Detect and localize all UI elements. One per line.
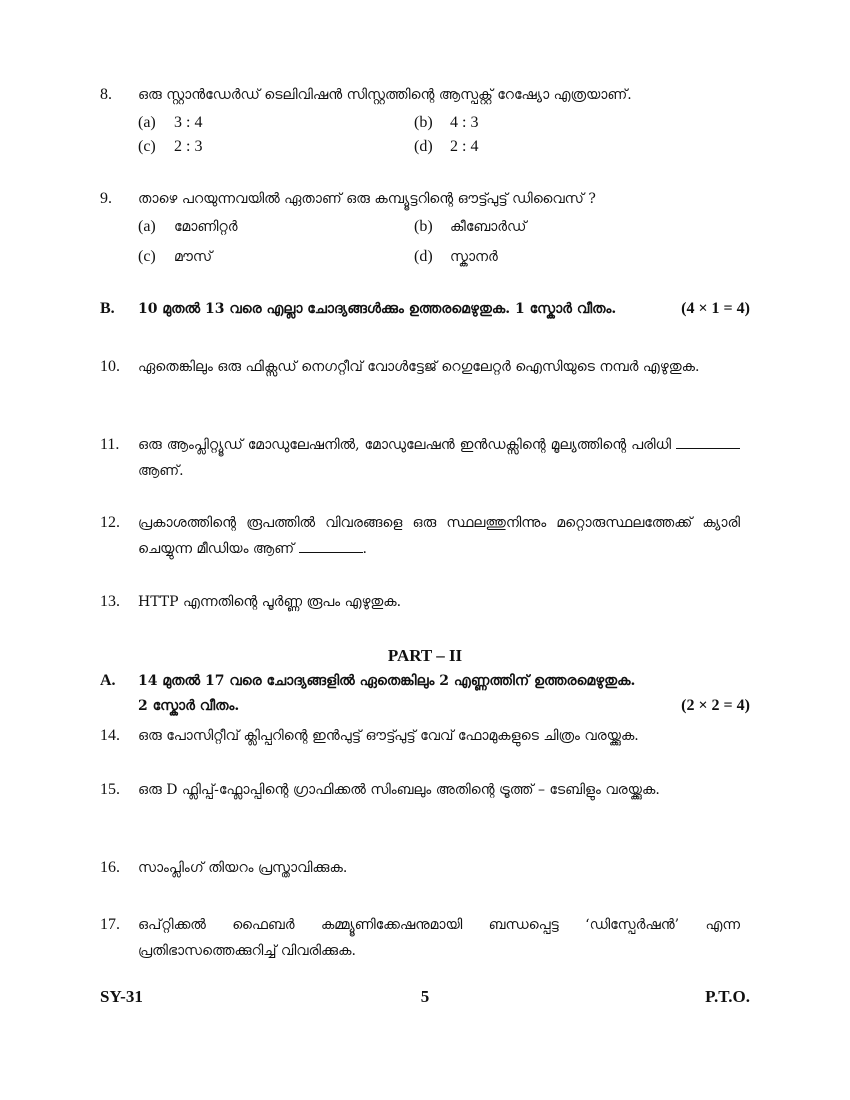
question-text: സാംപ്ലിംഗ് തിയറം പ്രസ്താവിക്കുക. (138, 860, 348, 876)
section-marks: (2 × 2 = 4) (681, 697, 750, 714)
answer-blank (299, 538, 363, 553)
option-b: (b) കീബോർഡ് (414, 218, 527, 235)
question-number: 12. (100, 514, 120, 531)
question-13 (100, 589, 740, 615)
question-number: 17. (100, 916, 120, 933)
option-a: (a) മോണിറ്റർ (138, 218, 238, 235)
option-d: (d) 2 : 4 (414, 138, 479, 155)
question-number: 8. (100, 86, 112, 103)
section-letter: A. (100, 672, 116, 689)
question-text: ഒരു സ്റ്റാൻഡേർഡ് ടെലിവിഷൻ സിസ്റ്റത്തിന്റെ ആസ്പക്റ്റ് റേഷ്യോ എത്രയാണ്. (138, 87, 632, 103)
section-letter: B. (100, 300, 115, 317)
section-instruction: 14 മുതൽ 17 വരെ ചോദ്യങ്ങളിൽ ഏതെങ്കിലും 2 എണ്ണത്തിന് ഉത്തരമെഴുതുക. (138, 673, 636, 689)
question-text: ഏതെങ്കിലും ഒരു ഫിക്സഡ് നെഗറ്റീവ് വോൾട്ടേജ് റെഗുലേറ്റർ ഐസിയുടെ നമ്പർ എഴുതുക. (138, 359, 700, 375)
option-c: (c) മൗസ് (138, 248, 213, 265)
pto-label: P.T.O. (705, 987, 750, 1006)
option-d: (d) സ്കാനർ (414, 248, 498, 265)
question-10 (100, 354, 740, 380)
question-17 (100, 912, 740, 964)
question-text: HTTP എന്നതിന്റെ പൂർണ്ണ രൂപം എഴുതുക. (138, 594, 402, 610)
question-14 (100, 723, 740, 749)
question-text: പ്രകാശത്തിന്റെ രൂപത്തിൽ വിവരങ്ങളെ ഒരു സ്ഥലത്തുനിന്നും മറ്റൊരുസ്ഥലത്തേക്ക് ക്യാരി ചെയ്യുന്ന മീഡിയം ആണ് . (138, 515, 740, 557)
question-11 (100, 432, 740, 484)
question-number: 10. (100, 358, 120, 375)
option-c: (c) 2 : 3 (138, 138, 203, 155)
question-text: ഒരു പോസിറ്റീവ് ക്ലിപ്പറിന്റെ ഇൻപുട്ട് ഔട്ട്പുട്ട് വേവ് ഫോമുകളുടെ ചിത്രം വരയ്ക്കുക. (138, 728, 639, 744)
question-number: 13. (100, 593, 120, 610)
section-instruction-line2: 2 സ്കോർ വീതം. (138, 698, 240, 714)
option-a: (a) 3 : 4 (138, 114, 203, 131)
question-8 (100, 82, 740, 108)
question-number: 11. (100, 436, 120, 453)
question-text: ഒരു D ഫ്ലിപ്പ്-ഫ്ലോപ്പിന്റെ ഗ്രാഫിക്കൽ സിംബലും അതിന്റെ ട്രൂത്ത് – ടേബിളും വരയ്ക്കുക. (138, 782, 660, 798)
question-9 (100, 186, 740, 212)
page-number: 5 (420, 987, 430, 1006)
part-title: PART – II (387, 646, 463, 665)
question-number: 16. (100, 859, 120, 876)
question-number: 9. (100, 190, 112, 207)
question-text: ഒപ്റ്റിക്കൽ ഫൈബർ കമ്മ്യൂണിക്കേഷനുമായി ബന്ധപ്പെട്ട ‘ഡിസ്പേർഷൻ’ എന്ന പ്രതിഭാസത്തെക്കുറിച്ച് വിവരിക്കുക. (138, 917, 740, 959)
question-text: താഴെ പറയുന്നവയിൽ ഏതാണ് ഒരു കമ്പ്യൂട്ടറിന്റെ ഔട്ട്പുട്ട് ഡിവൈസ് ? (138, 191, 596, 207)
question-number: 15. (100, 781, 120, 798)
section-marks: (4 × 1 = 4) (681, 300, 750, 317)
paper-code: SY-31 (100, 987, 143, 1006)
option-b: (b) 4 : 3 (414, 114, 479, 131)
section-instruction: 10 മുതൽ 13 വരെ എല്ലാ ചോദ്യങ്ങൾക്കും ഉത്തരമെഴുതുക. 1 സ്കോർ വീതം. (138, 301, 617, 317)
question-12 (100, 510, 740, 562)
question-number: 14. (100, 727, 120, 744)
question-text: ഒരു ആംപ്ലിറ്റ്യൂഡ് മോഡുലേഷനിൽ, മോഡുലേഷൻ ഇൻഡക്സിന്റെ മൂല്യത്തിന്റെ പരിധി ആണ്. (138, 432, 740, 484)
question-15 (100, 777, 740, 803)
question-16 (100, 855, 740, 881)
answer-blank (676, 434, 740, 449)
